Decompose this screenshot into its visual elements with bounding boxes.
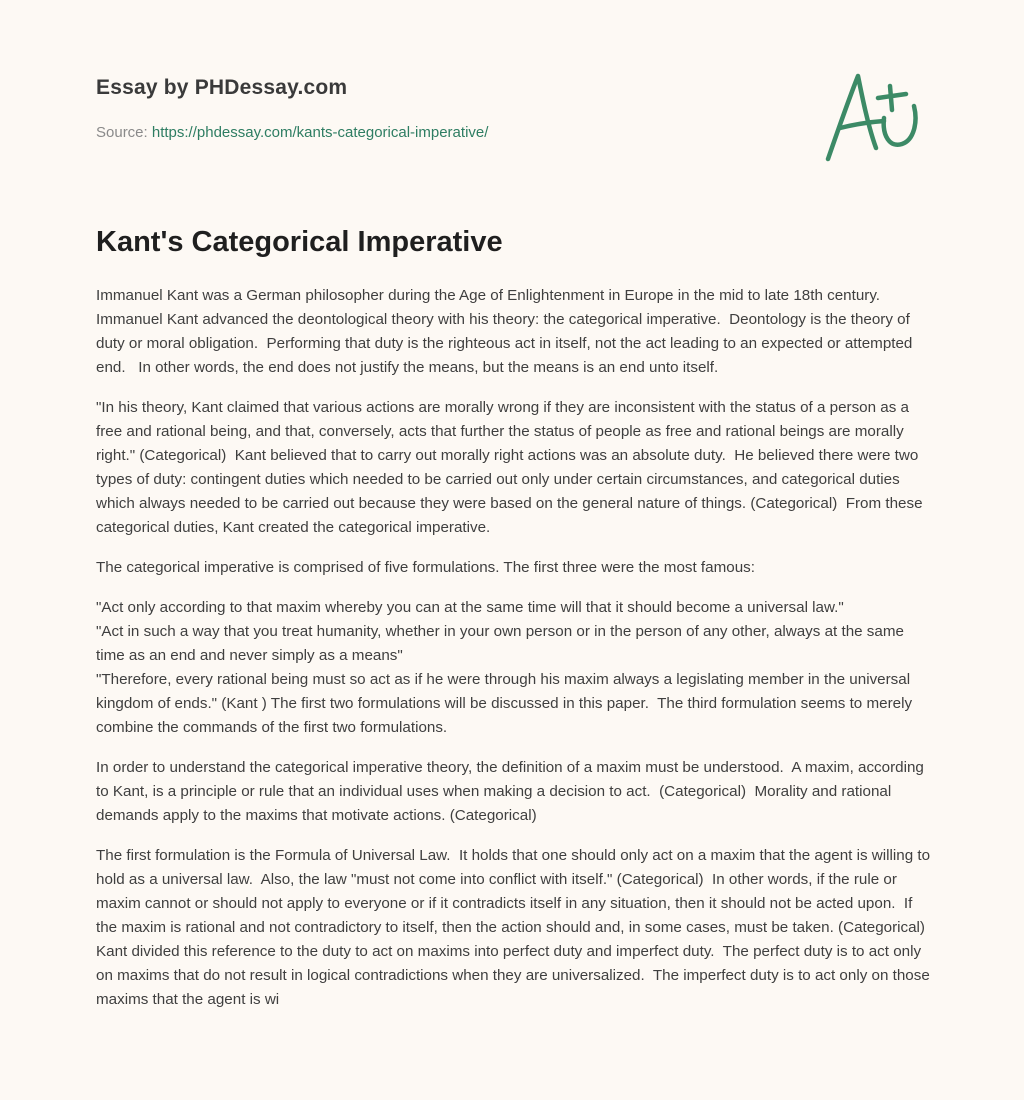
paragraph-maxim: In order to understand the categorical imperative theory, the definition of a maxim must be understood. A maxim, according to Kant, is a principle or rule that an individual uses when making a decision to act. (Categorical) Morality and rational demands apply to the maxims that motivate actions. (Categorical): [96, 759, 929, 824]
essay-title: Kant's Categorical Imperative: [96, 226, 503, 258]
source-link[interactable]: https://phdessay.com/kants-categorical-imperative/: [151, 124, 489, 141]
paragraph-theory: "In his theory, Kant claimed that various actions are morally wrong if they are inconsistent with the status of a person as a free and rational being, and that, conversely, acts that further the status of people as free and rational beings are morally right." (Categorical) Kant believed that to carry out morally right actions was an absolute duty. He believed there were two types of duty: contingent duties which needed to be carried out only under certain circumstances, and categorical duties which always needed to be carried out because they were based on the general nature of things. (Categorical) From these categorical duties, Kant created the categorical imperative.: [96, 399, 927, 536]
paragraph-intro: Immanuel Kant was a German philosopher during the Age of Enlightenment in Europe in the mid to late 18th century. Immanuel Kant advanced the deontological theory with his theory: the categorical imperative. Deontology is the theory of duty or moral obligation. Performing that duty is the righteous act in itself, not the act leading to an expected or attempted end. In other words, the end does not justify the means, but the means is an end unto itself.: [96, 287, 917, 376]
paragraph-formulations: The categorical imperative is comprised of five formulations. The first three were the most famous:: [96, 559, 755, 576]
quote-second-formulation: "Act in such a way that you treat humanity, whether in your own person or in the person of any other, always at the same time as an end and never simply as a means": [96, 623, 909, 664]
site-brand: Essay by PHDessay.com: [96, 76, 348, 99]
a-plus-logo-icon: [818, 66, 930, 166]
essay-body: [96, 284, 936, 1028]
quote-third-formulation: "Therefore, every rational being must so act as if he were through his maxim always a legislating member in the universal kingdom of ends." (Kant ) The first two formulations will be discussed in this paper. The third formulation seems to merely combine the commands of the first two formulations.: [96, 671, 917, 736]
paragraph-universal-law: The first formulation is the Formula of Universal Law. It holds that one should only act on a maxim that the agent is willing to hold as a universal law. Also, the law "must not come into conflict with itself." (Categorical) In other words, if the rule or maxim cannot or should not apply to everyone or if it contradicts itself in any situation, then it should not be acted upon. If the maxim is rational and not contradictory to itself, then the action should and, in some cases, must be taken. (Categorical) Kant divided this reference to the duty to act on maxims into perfect duty and imperfect duty. The perfect duty is to act only on maxims that do not result in logical contradictions when they are universalized. The imperfect duty is to act only on those maxims that the agent is wi: [96, 847, 935, 1008]
source-line: [96, 124, 488, 141]
quote-first-formulation: "Act only according to that maxim whereby you can at the same time will that it should become a universal law.": [96, 599, 844, 616]
source-label: Source:: [96, 124, 152, 141]
